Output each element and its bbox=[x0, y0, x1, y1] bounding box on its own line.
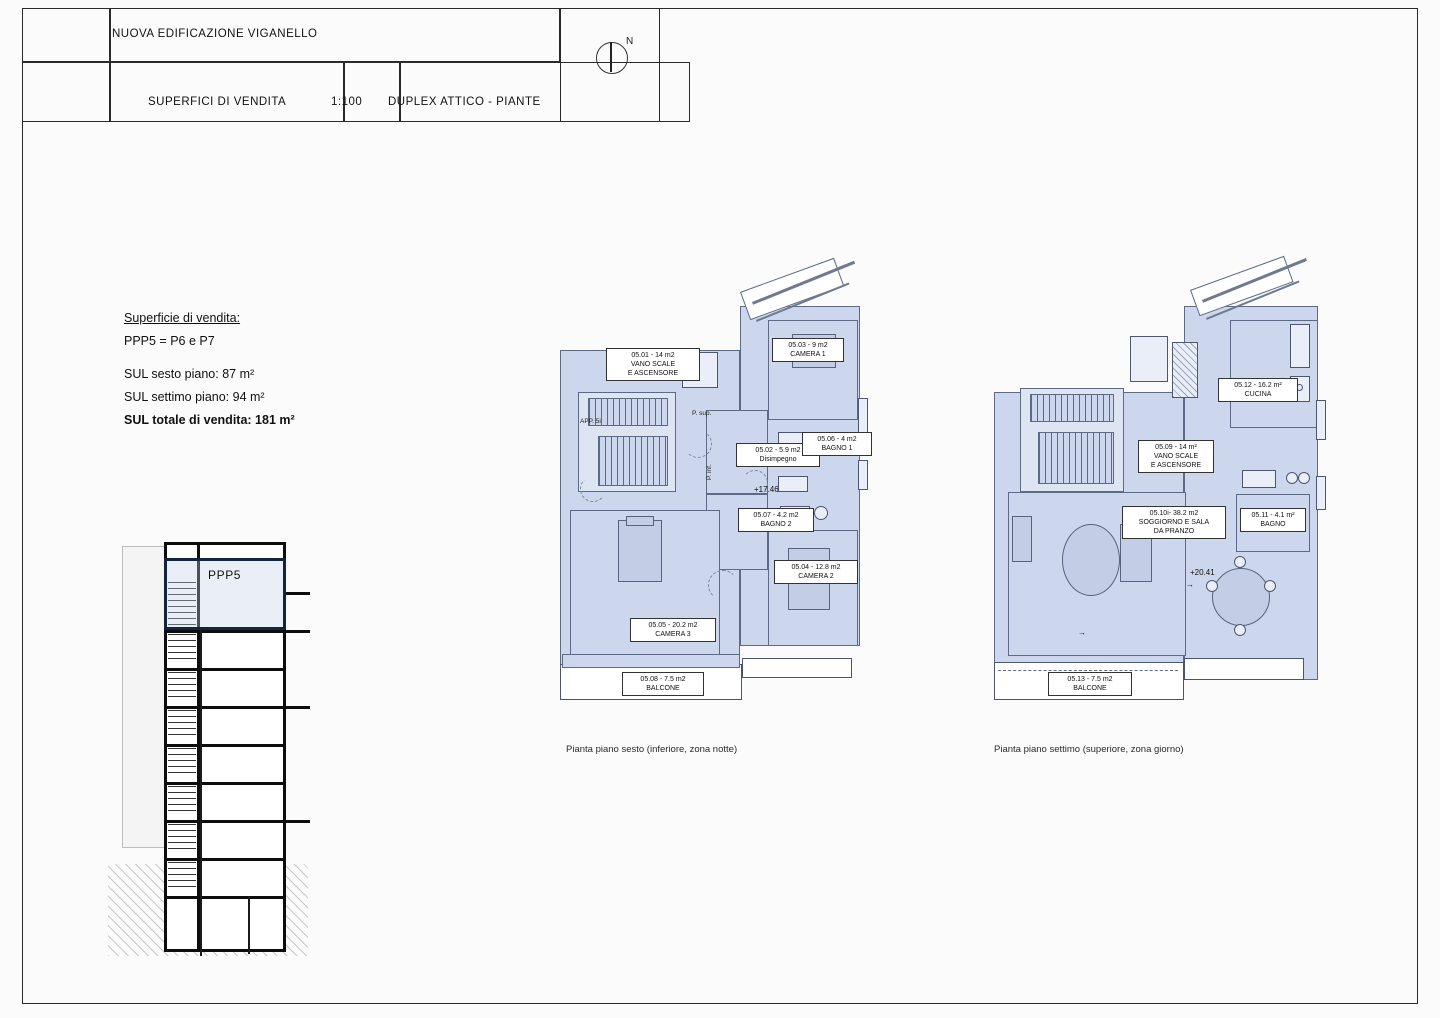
balcony-dashed-line bbox=[998, 670, 1178, 671]
room-tag-bagno bbox=[1240, 508, 1306, 532]
bidet bbox=[1298, 472, 1310, 484]
sofa-left bbox=[1012, 516, 1032, 562]
balcony-right-strip bbox=[1184, 658, 1304, 680]
room-code: 05.03 - 9 m2 bbox=[788, 342, 828, 349]
title-block-cell-left-bottom bbox=[22, 62, 110, 122]
title-block-cell-scale bbox=[344, 62, 400, 122]
room-tag-balcone bbox=[622, 672, 704, 696]
room-name: BAGNO 1 bbox=[821, 445, 853, 452]
room-tag-balcone bbox=[1048, 672, 1132, 696]
north-circle bbox=[596, 42, 628, 74]
title-block-cell-left-top bbox=[22, 8, 110, 62]
stair-run bbox=[168, 634, 196, 664]
room-name: BALCONE bbox=[1073, 685, 1107, 692]
kitchen-counter bbox=[1290, 324, 1310, 368]
stair-run bbox=[168, 710, 196, 740]
north-arrow-icon bbox=[590, 36, 634, 80]
room-tag-vano-scale bbox=[1138, 440, 1214, 473]
room-code: 05.11 - 4.1 m² bbox=[1251, 512, 1295, 519]
stair-flight-lower bbox=[1038, 432, 1114, 484]
facade-element bbox=[1316, 400, 1326, 440]
legend-sul-seventh: SUL settimo piano: 94 m² bbox=[124, 390, 265, 404]
room-name: Disimpegno bbox=[759, 456, 797, 463]
stair-run bbox=[168, 672, 196, 702]
room-code: 05.09 - 14 m² bbox=[1155, 444, 1197, 451]
title-block-cell-subject bbox=[110, 62, 344, 122]
room-name: VANO SCALE bbox=[630, 361, 676, 368]
door-swing bbox=[708, 570, 738, 600]
floor-line bbox=[164, 858, 286, 861]
project-title: NUOVA EDIFICAZIONE VIGANELLO bbox=[112, 28, 318, 40]
balcony-line bbox=[286, 820, 310, 823]
room-code: 05.08 - 7.5 m2 bbox=[640, 676, 686, 683]
room-tag-camera-1 bbox=[772, 338, 844, 362]
room-code: 05.02 - 5.9 m2 bbox=[755, 447, 801, 454]
floor-line bbox=[164, 706, 286, 709]
room-code: 05.01 - 14 m2 bbox=[631, 352, 675, 359]
direction-arrow: → bbox=[1078, 628, 1086, 637]
stair-run bbox=[168, 748, 196, 778]
room-tag-soggiorno bbox=[1122, 506, 1226, 539]
balcony-threshold bbox=[562, 654, 740, 668]
room-name: BAGNO 2 bbox=[760, 521, 792, 528]
elevator-cab bbox=[1130, 336, 1168, 382]
apartment-label: APP. 5i bbox=[580, 418, 601, 425]
lower-level-label: P. inf. bbox=[706, 464, 713, 480]
room-code: 05.06 - 4 m2 bbox=[817, 436, 857, 443]
pillow bbox=[626, 516, 654, 526]
level-mark-seventh: +20.41 bbox=[1190, 568, 1215, 577]
balcony-line bbox=[286, 630, 310, 633]
room-name-2: E ASCENSORE bbox=[1150, 462, 1202, 469]
stair-run bbox=[168, 824, 196, 854]
keyplan-unit-label: PPP5 bbox=[208, 568, 242, 582]
room-code: 05.07 - 4.2 m2 bbox=[753, 512, 799, 519]
room-tag-vano-scale bbox=[606, 348, 700, 381]
room-name: CAMERA 3 bbox=[655, 631, 691, 638]
shaft-hatch bbox=[1172, 342, 1198, 398]
room-name-2: E ASCENSORE bbox=[627, 370, 679, 377]
plan-sixth-floor bbox=[556, 280, 896, 755]
room-tag-camera-2 bbox=[774, 560, 858, 584]
room-code: 05.13 - 7.5 m2 bbox=[1067, 676, 1113, 683]
room-name: CAMERA 2 bbox=[798, 573, 834, 580]
floor-line bbox=[164, 896, 286, 899]
room-name: BALCONE bbox=[646, 685, 680, 692]
floor-line bbox=[164, 820, 286, 823]
adjacent-volume bbox=[122, 546, 170, 848]
balcony-line bbox=[286, 706, 310, 709]
room-name: CAMERA 1 bbox=[790, 351, 826, 358]
upper-level-label: P. sup. bbox=[692, 410, 712, 417]
stair-flight-lower bbox=[598, 436, 668, 486]
balcony-line bbox=[286, 592, 310, 595]
legend-sul-total: SUL totale di vendita: 181 m² bbox=[124, 413, 295, 427]
legend-block bbox=[124, 308, 454, 433]
chair bbox=[1206, 580, 1218, 592]
room-name: SOGGIORNO E SALA bbox=[1138, 519, 1210, 526]
dining-table bbox=[1212, 568, 1270, 626]
plan-caption-sixth: Pianta piano sesto (inferiore, zona notte) bbox=[566, 744, 738, 755]
interior-wall bbox=[200, 630, 202, 956]
room-name: VANO SCALE bbox=[1153, 453, 1199, 460]
floor-line bbox=[164, 668, 286, 671]
room-name: BAGNO bbox=[1260, 521, 1286, 528]
sheet-scale: 1:100 bbox=[331, 96, 363, 108]
sheet-drawing-name: DUPLEX ATTICO - PIANTE bbox=[388, 96, 541, 108]
chair bbox=[1234, 624, 1246, 636]
facade-element bbox=[1316, 476, 1326, 510]
shower-tray bbox=[1242, 470, 1276, 488]
floor-line bbox=[164, 630, 286, 633]
sheet-subject: SUPERFICI DI VENDITA bbox=[148, 96, 287, 108]
stair-flight-upper bbox=[1030, 394, 1114, 422]
room-tag-bagno-1 bbox=[802, 432, 872, 456]
chair bbox=[1234, 556, 1246, 568]
direction-arrow: → bbox=[1186, 580, 1194, 589]
room-tag-bagno-2 bbox=[738, 508, 814, 532]
room-name-2: DA PRANZO bbox=[1153, 528, 1195, 535]
room-tag-cucina bbox=[1218, 378, 1298, 402]
rug-oval bbox=[1062, 524, 1120, 596]
wc bbox=[1286, 472, 1298, 484]
stair-run bbox=[168, 786, 196, 816]
door-swing bbox=[684, 430, 712, 458]
door-swing bbox=[580, 476, 606, 502]
bed-camera-3 bbox=[618, 520, 662, 582]
facade-element bbox=[858, 460, 868, 490]
room-code: 05.05 - 20.2 m2 bbox=[648, 622, 698, 629]
key-section-diagram bbox=[108, 520, 328, 970]
legend-sul-sixth: SUL sesto piano: 87 m² bbox=[124, 367, 255, 381]
shower-bagno-1 bbox=[778, 476, 808, 492]
room-tag-camera-3 bbox=[630, 618, 716, 642]
room-code: 05.10i- 38.2 m2 bbox=[1149, 510, 1199, 517]
level-mark-sixth: +17.46 bbox=[754, 485, 779, 494]
stair-run bbox=[168, 862, 196, 892]
room-name: CUCINA bbox=[1244, 391, 1272, 398]
floor-line bbox=[164, 782, 286, 785]
floor-line bbox=[164, 744, 286, 747]
plan-caption-seventh: Pianta piano settimo (superiore, zona giorno) bbox=[994, 744, 1184, 755]
room-code: 05.12 - 16.2 m² bbox=[1234, 382, 1282, 389]
plan-seventh-floor bbox=[990, 280, 1340, 755]
balcony-right-strip bbox=[742, 658, 852, 678]
north-label: N bbox=[626, 36, 634, 47]
chair bbox=[1264, 580, 1276, 592]
interior-wall bbox=[248, 896, 250, 954]
legend-heading: Superficie di vendita: bbox=[124, 311, 241, 325]
wc-bagno-2 bbox=[814, 506, 828, 520]
legend-unit-line: PPP5 = P6 e P7 bbox=[124, 334, 215, 348]
north-needle bbox=[610, 42, 612, 72]
room-code: 05.04 - 12.8 m2 bbox=[791, 564, 841, 571]
